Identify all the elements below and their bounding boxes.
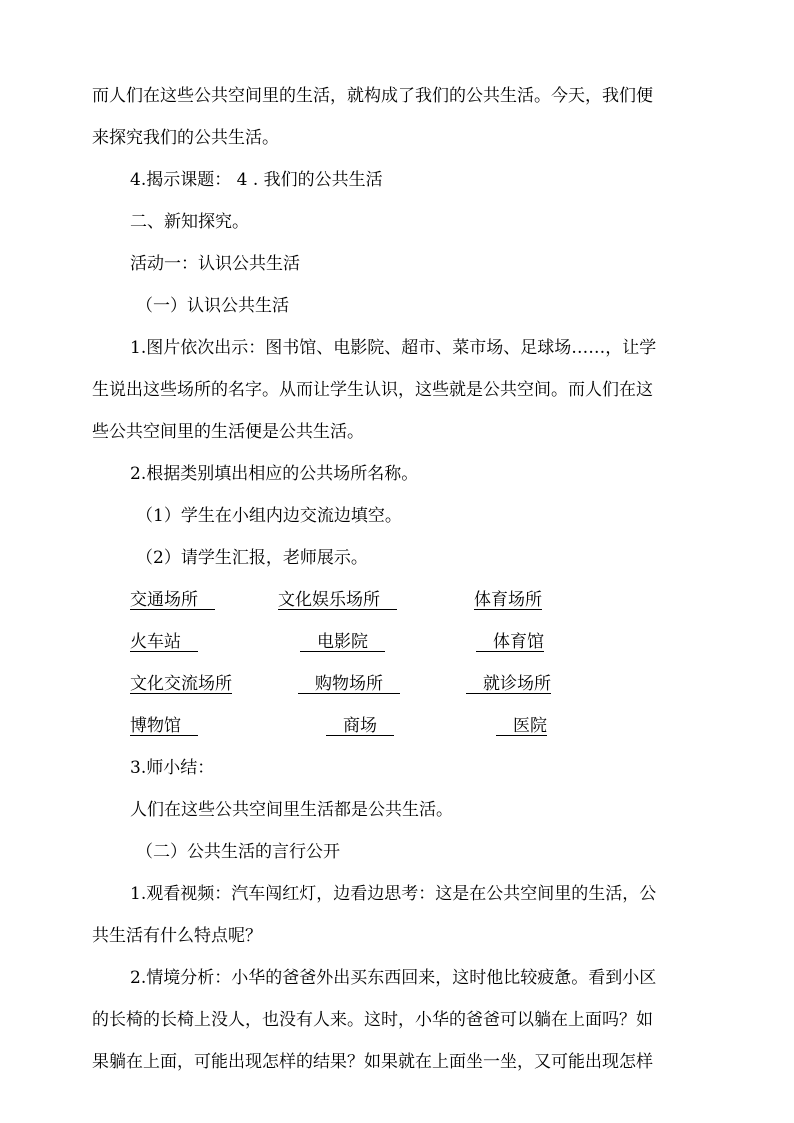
place-cell: 电影院 [300,632,385,652]
paragraph-line: 人们在这些公共空间里生活都是公共生活。 [130,800,453,820]
list-item: （1）学生在小组内边交流边填空。 [136,506,402,526]
place-cell: 博物馆 [130,716,198,736]
paragraph-line: 果躺在上面，可能出现怎样的结果？如果就在上面坐一坐，又可能出现怎样 [92,1052,653,1072]
category-cell: 购物场所 [298,674,400,694]
category-cell: 交通场所 [130,590,215,610]
list-item: （2）请学生汇报，老师展示。 [136,548,368,568]
category-cell: 体育场所 [474,590,542,610]
paragraph-line: 生说出这些场所的名字。从而让学生认识，这些就是公共空间。而人们在这 [92,380,653,400]
paragraph-line: 2.根据类别填出相应的公共场所名称。 [130,464,419,484]
paragraph-line: 些公共空间里的生活便是公共生活。 [92,422,364,442]
paragraph-line: 2.情境分析：小华的爸爸外出买东西回来，这时他比较疲惫。看到小区 [130,968,657,988]
category-cell: 文化娱乐场所 [278,590,397,610]
paragraph-line: 共生活有什么特点呢？ [92,926,262,946]
topic-heading: 4.揭示课题： 4 . 我们的公共生活 [130,170,383,190]
paragraph-line: 而人们在这些公共空间里的生活，就构成了我们的公共生活。今天，我们便 [92,86,653,106]
place-cell: 商场 [326,716,394,736]
paragraph-line: 的长椅的长椅上没人，也没有人来。这时，小华的爸爸可以躺在上面吗？如 [92,1010,653,1030]
category-cell: 就诊场所 [466,674,551,694]
activity-heading: 活动一：认识公共生活 [130,254,300,274]
section-heading: 二、新知探究。 [130,212,249,232]
paragraph-line: 1.图片依次出示：图书馆、电影院、超市、菜市场、足球场……，让学 [130,338,657,358]
subsection-heading: （一）认识公共生活 [136,296,289,316]
place-cell: 火车站 [130,632,198,652]
subsection-heading: （二）公共生活的言行公开 [136,842,340,862]
paragraph-line: 1.观看视频：汽车闯红灯，边看边思考：这是在公共空间里的生活，公 [130,884,657,904]
place-cell: 体育馆 [476,632,544,652]
paragraph-line: 来探究我们的公共生活。 [92,128,279,148]
summary-heading: 3.师小结： [130,758,215,778]
category-cell: 文化交流场所 [130,674,232,694]
place-cell: 医院 [496,716,547,736]
